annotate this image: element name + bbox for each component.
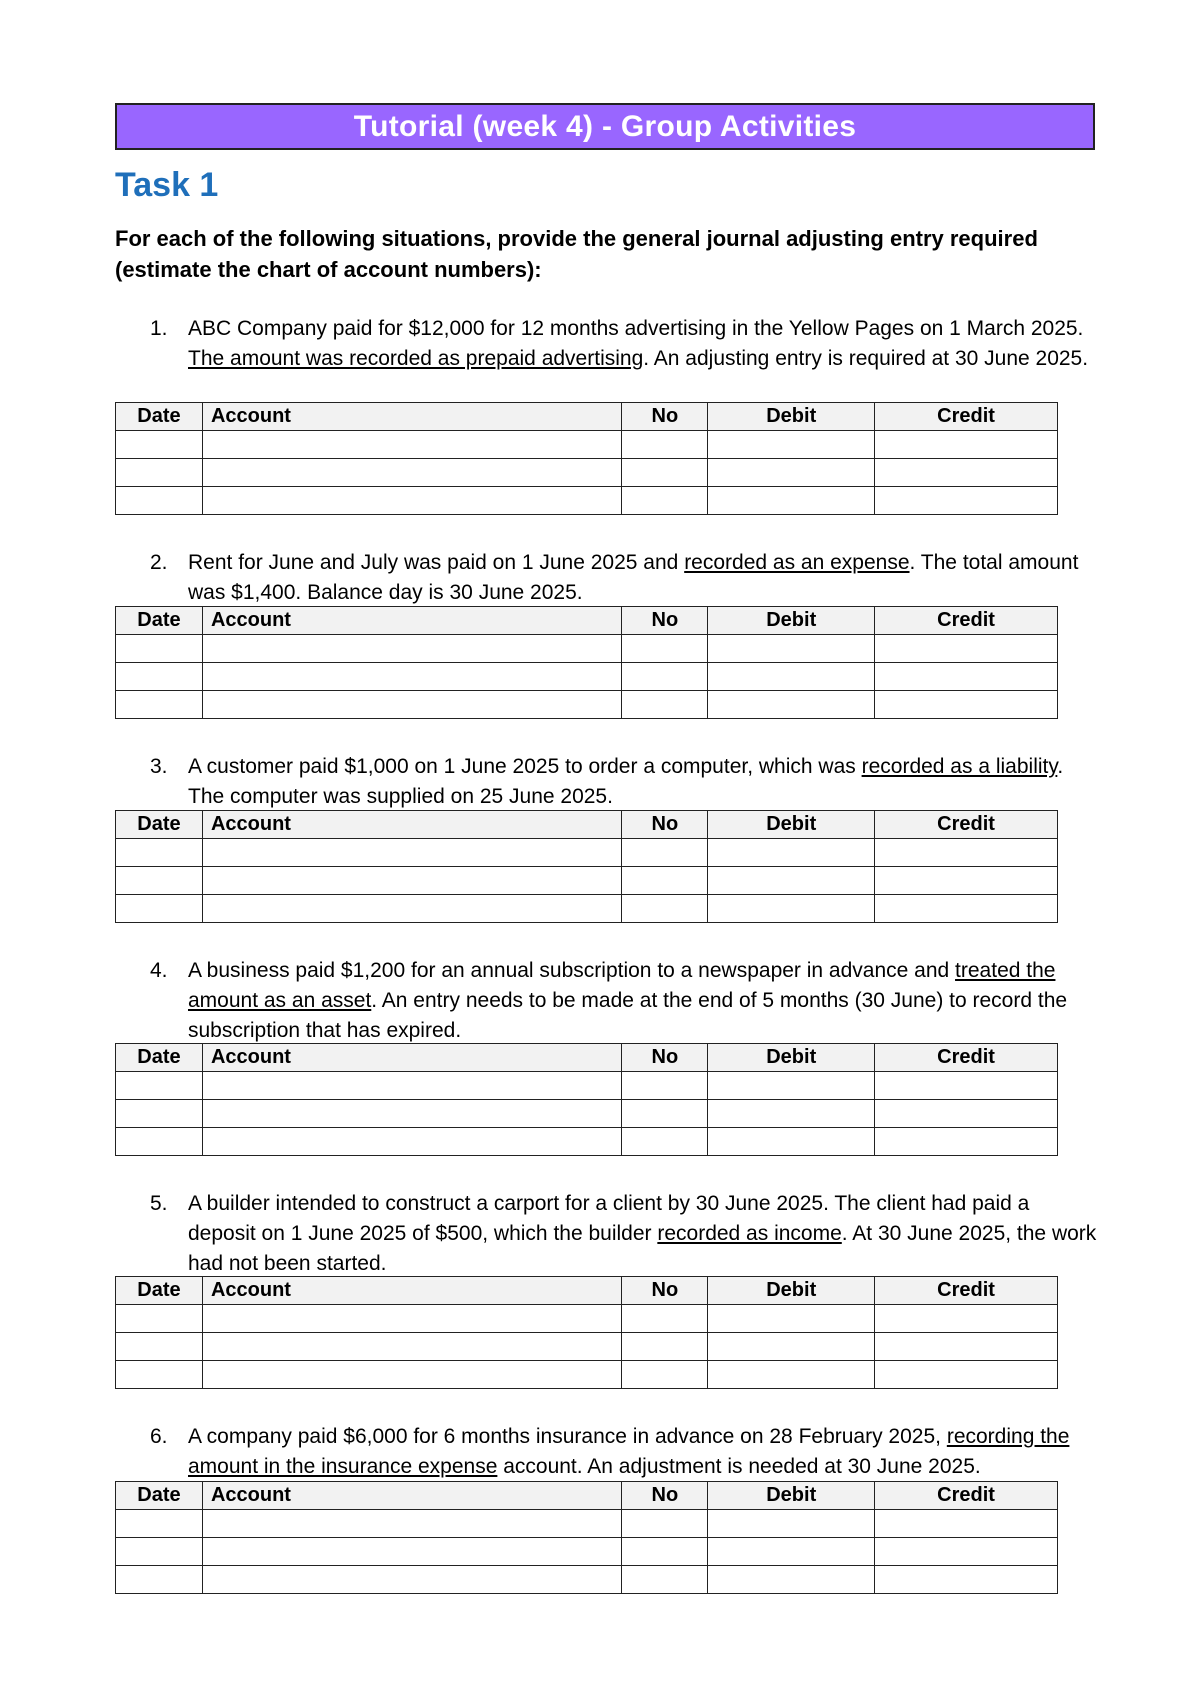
cell-date[interactable] [116, 1128, 203, 1156]
table-row [116, 1100, 1058, 1128]
cell-account[interactable] [202, 1333, 621, 1361]
question-number: 3. [150, 755, 168, 778]
cell-date[interactable] [116, 1072, 203, 1100]
column-header-date: Date [116, 403, 203, 431]
underlined-phrase: recording the amount in the insurance expense [188, 1425, 1070, 1478]
question-text: A business paid $1,200 for an annual subscription to a newspaper in advance and treated the amount as an asset. An entry needs to be made at the end of 5 months (30 June) to record the subscription that has expired. [188, 959, 1068, 1042]
cell-account[interactable] [202, 895, 621, 923]
table-row [116, 839, 1058, 867]
column-header-debit: Debit [708, 811, 875, 839]
column-header-account: Account [202, 1277, 621, 1305]
column-header-account: Account [202, 607, 621, 635]
column-header-credit: Credit [875, 1482, 1058, 1510]
cell-credit[interactable] [875, 1333, 1058, 1361]
underlined-phrase: recorded as an expense [684, 551, 910, 574]
table-row [116, 459, 1058, 487]
question-text: A company paid $6,000 for 6 months insurance in advance on 28 February 2025, recording the amount in the insurance expense account. An adjustment is needed at 30 June 2025. [188, 1425, 1070, 1478]
column-header-no: No [622, 1482, 708, 1510]
column-header-credit: Credit [875, 1044, 1058, 1072]
cell-account[interactable] [202, 1305, 621, 1333]
question-4 [150, 956, 1100, 1046]
table-row [116, 1361, 1058, 1389]
cell-debit[interactable] [708, 1510, 875, 1538]
question-number: 4. [150, 959, 168, 982]
cell-account[interactable] [202, 867, 621, 895]
cell-debit[interactable] [708, 839, 875, 867]
table-row [116, 691, 1058, 719]
column-header-no: No [622, 811, 708, 839]
cell-debit[interactable] [708, 1305, 875, 1333]
cell-account[interactable] [202, 1566, 621, 1594]
cell-debit[interactable] [708, 1361, 875, 1389]
cell-debit[interactable] [708, 459, 875, 487]
table-row [116, 1305, 1058, 1333]
cell-debit[interactable] [708, 1333, 875, 1361]
cell-no[interactable] [622, 1510, 708, 1538]
column-header-no: No [622, 403, 708, 431]
cell-debit[interactable] [708, 1072, 875, 1100]
column-header-account: Account [202, 1044, 621, 1072]
cell-account[interactable] [202, 1072, 621, 1100]
cell-no[interactable] [622, 1100, 708, 1128]
table-header-row [116, 1277, 1058, 1305]
cell-no[interactable] [622, 459, 708, 487]
journal-table-6 [115, 1481, 1058, 1594]
question-number: 6. [150, 1425, 168, 1448]
column-header-date: Date [116, 607, 203, 635]
table-row [116, 1566, 1058, 1594]
table-header-row [116, 811, 1058, 839]
question-text: A builder intended to construct a carport for a client by 30 June 2025. The client had paid a deposit on 1 June 2025 of $500, which the builder recorded as income. At 30 June 2025, the work had not been started. [188, 1192, 1097, 1275]
question-3 [150, 752, 1100, 812]
cell-date[interactable] [116, 895, 203, 923]
journal-table-1 [115, 402, 1058, 515]
cell-debit[interactable] [708, 867, 875, 895]
cell-debit[interactable] [708, 635, 875, 663]
question-text: Rent for June and July was paid on 1 June 2025 and recorded as an expense. The total amount was $1,400. Balance day is 30 June 2025. [188, 551, 1079, 604]
cell-debit[interactable] [708, 663, 875, 691]
question-1 [150, 314, 1100, 374]
cell-no[interactable] [622, 895, 708, 923]
cell-credit[interactable] [875, 1128, 1058, 1156]
journal-table-5 [115, 1276, 1058, 1389]
column-header-account: Account [202, 403, 621, 431]
column-header-debit: Debit [708, 607, 875, 635]
column-header-date: Date [116, 1277, 203, 1305]
table-header-row [116, 607, 1058, 635]
cell-date[interactable] [116, 1361, 203, 1389]
cell-date[interactable] [116, 867, 203, 895]
cell-date[interactable] [116, 635, 203, 663]
column-header-account: Account [202, 811, 621, 839]
cell-debit[interactable] [708, 895, 875, 923]
cell-credit[interactable] [875, 1566, 1058, 1594]
cell-debit[interactable] [708, 1128, 875, 1156]
cell-credit[interactable] [875, 1361, 1058, 1389]
cell-no[interactable] [622, 691, 708, 719]
cell-account[interactable] [202, 487, 621, 515]
task-heading: Task 1 [115, 166, 219, 204]
cell-no[interactable] [622, 1333, 708, 1361]
column-header-debit: Debit [708, 403, 875, 431]
column-header-date: Date [116, 1044, 203, 1072]
journal-table-4 [115, 1043, 1058, 1156]
cell-account[interactable] [202, 1361, 621, 1389]
cell-account[interactable] [202, 839, 621, 867]
table-row [116, 1072, 1058, 1100]
cell-no[interactable] [622, 1361, 708, 1389]
table-row [116, 895, 1058, 923]
column-header-no: No [622, 1044, 708, 1072]
column-header-credit: Credit [875, 811, 1058, 839]
cell-credit[interactable] [875, 691, 1058, 719]
column-header-date: Date [116, 811, 203, 839]
journal-table-2 [115, 606, 1058, 719]
cell-no[interactable] [622, 635, 708, 663]
column-header-date: Date [116, 1482, 203, 1510]
cell-date[interactable] [116, 1100, 203, 1128]
cell-credit[interactable] [875, 1305, 1058, 1333]
cell-account[interactable] [202, 1510, 621, 1538]
cell-date[interactable] [116, 1538, 203, 1566]
cell-date[interactable] [116, 459, 203, 487]
table-row [116, 487, 1058, 515]
cell-date[interactable] [116, 663, 203, 691]
cell-debit[interactable] [708, 487, 875, 515]
cell-debit[interactable] [708, 1100, 875, 1128]
cell-date[interactable] [116, 1333, 203, 1361]
cell-debit[interactable] [708, 1538, 875, 1566]
cell-credit[interactable] [875, 1100, 1058, 1128]
cell-credit[interactable] [875, 1538, 1058, 1566]
column-header-no: No [622, 1277, 708, 1305]
column-header-credit: Credit [875, 607, 1058, 635]
cell-no[interactable] [622, 1538, 708, 1566]
table-header-row [116, 403, 1058, 431]
cell-no[interactable] [622, 1128, 708, 1156]
underlined-phrase: The amount was recorded as prepaid advertising [188, 347, 644, 370]
table-row [116, 1538, 1058, 1566]
table-row [116, 635, 1058, 663]
column-header-no: No [622, 607, 708, 635]
question-text: ABC Company paid for $12,000 for 12 months advertising in the Yellow Pages on 1 March 2025. The amount was recorded as prepaid advertising. An adjusting entry is required at 30 June 2025. [188, 317, 1089, 370]
table-row [116, 867, 1058, 895]
table-row [116, 1128, 1058, 1156]
cell-no[interactable] [622, 1305, 708, 1333]
title-banner [115, 103, 1095, 150]
cell-credit[interactable] [875, 459, 1058, 487]
cell-credit[interactable] [875, 663, 1058, 691]
cell-credit[interactable] [875, 867, 1058, 895]
table-header-row [116, 1482, 1058, 1510]
cell-account[interactable] [202, 691, 621, 719]
column-header-credit: Credit [875, 1277, 1058, 1305]
cell-date[interactable] [116, 431, 203, 459]
cell-account[interactable] [202, 459, 621, 487]
table-row [116, 431, 1058, 459]
table-row [116, 1333, 1058, 1361]
cell-credit[interactable] [875, 1072, 1058, 1100]
column-header-debit: Debit [708, 1482, 875, 1510]
cell-date[interactable] [116, 1566, 203, 1594]
cell-no[interactable] [622, 1072, 708, 1100]
table-header-row [116, 1044, 1058, 1072]
table-row [116, 1510, 1058, 1538]
cell-debit[interactable] [708, 431, 875, 459]
cell-no[interactable] [622, 487, 708, 515]
question-6 [150, 1422, 1100, 1482]
cell-no[interactable] [622, 839, 708, 867]
question-2 [150, 548, 1100, 608]
cell-debit[interactable] [708, 1566, 875, 1594]
cell-date[interactable] [116, 1305, 203, 1333]
cell-account[interactable] [202, 635, 621, 663]
column-header-debit: Debit [708, 1277, 875, 1305]
underlined-phrase: recorded as income [657, 1222, 842, 1245]
question-number: 5. [150, 1192, 168, 1215]
column-header-debit: Debit [708, 1044, 875, 1072]
cell-account[interactable] [202, 1100, 621, 1128]
cell-credit[interactable] [875, 487, 1058, 515]
underlined-phrase: treated the amount as an asset [188, 959, 1056, 1012]
column-header-account: Account [202, 1482, 621, 1510]
journal-table-3 [115, 810, 1058, 923]
question-text: A customer paid $1,000 on 1 June 2025 to order a computer, which was recorded as a liability. The computer was supplied on 25 June 2025. [188, 755, 1064, 808]
cell-no[interactable] [622, 663, 708, 691]
cell-credit[interactable] [875, 431, 1058, 459]
cell-credit[interactable] [875, 895, 1058, 923]
question-5 [150, 1189, 1100, 1279]
cell-date[interactable] [116, 691, 203, 719]
cell-account[interactable] [202, 1538, 621, 1566]
cell-credit[interactable] [875, 635, 1058, 663]
cell-account[interactable] [202, 1128, 621, 1156]
cell-debit[interactable] [708, 691, 875, 719]
table-row [116, 663, 1058, 691]
question-number: 1. [150, 317, 168, 340]
page-title: Tutorial (week 4) - Group Activities [353, 109, 857, 143]
cell-date[interactable] [116, 839, 203, 867]
cell-account[interactable] [202, 431, 621, 459]
cell-no[interactable] [622, 867, 708, 895]
underlined-phrase: recorded as a liability [861, 755, 1058, 778]
cell-credit[interactable] [875, 1510, 1058, 1538]
cell-no[interactable] [622, 431, 708, 459]
instructions-text: For each of the following situations, provide the general journal adjusting entry required (estimate the chart of account numbers): [115, 226, 1038, 282]
cell-date[interactable] [116, 1510, 203, 1538]
question-number: 2. [150, 551, 168, 574]
column-header-credit: Credit [875, 403, 1058, 431]
cell-credit[interactable] [875, 839, 1058, 867]
cell-no[interactable] [622, 1566, 708, 1594]
cell-date[interactable] [116, 487, 203, 515]
cell-account[interactable] [202, 663, 621, 691]
